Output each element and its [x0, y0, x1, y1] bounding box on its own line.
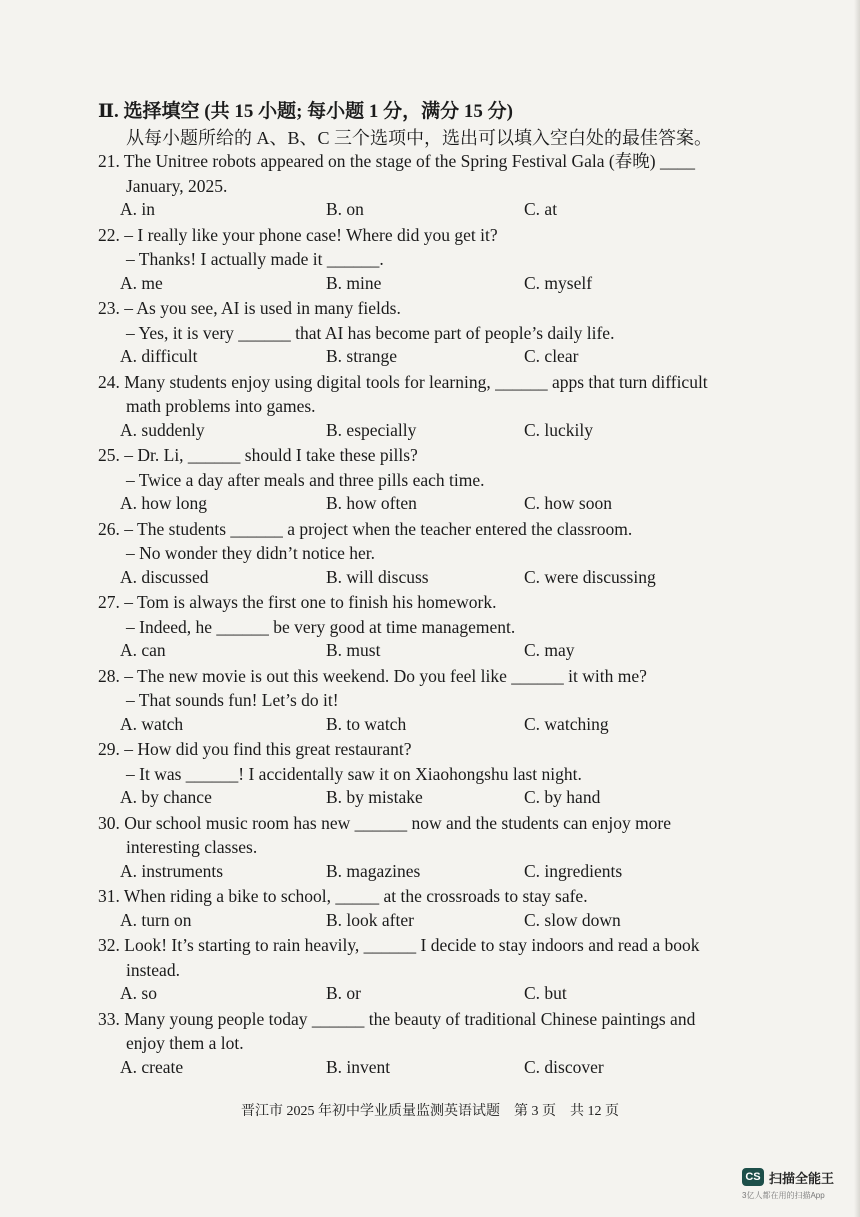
scanner-app-name: 扫描全能王: [769, 1171, 835, 1186]
question-stem: 28. – The new movie is out this weekend. Do you feel like ______ it with me?: [98, 665, 647, 686]
answer-option[interactable]: C. by hand: [524, 787, 601, 807]
answer-option[interactable]: A. instruments: [120, 860, 224, 881]
answer-option[interactable]: A. by chance: [120, 787, 212, 807]
answer-option[interactable]: B. to watch: [326, 713, 407, 734]
answer-option[interactable]: A. difficult: [120, 346, 198, 366]
section-title: Ⅱ. 选择填空 (共 15 小题; 每小题 1 分，满分 15 分): [98, 101, 513, 122]
answer-option[interactable]: B. or: [326, 983, 361, 1003]
question-continuation: – No wonder they didn’t notice her.: [126, 543, 375, 563]
question-continuation: instead.: [126, 959, 180, 980]
answer-option[interactable]: C. discover: [524, 1056, 604, 1077]
question-continuation: math problems into games.: [126, 396, 316, 416]
question-stem: 31. When riding a bike to school, _____ at the crossroads to stay safe.: [98, 886, 588, 906]
question-continuation: – Thanks! I actually made it ______.: [126, 249, 384, 269]
question-stem: 32. Look! It’s starting to rain heavily, ______ I decide to stay indoors and read a book: [98, 935, 700, 955]
question-continuation: interesting classes.: [126, 837, 258, 857]
question-stem: 29. – How did you find this great restaurant?: [98, 739, 412, 759]
answer-option[interactable]: A. turn on: [120, 909, 192, 930]
answer-option[interactable]: A. so: [120, 983, 157, 1003]
question-continuation: – Yes, it is very ______ that AI has become part of people’s daily life.: [126, 322, 615, 343]
answer-option[interactable]: A. watch: [120, 713, 184, 734]
answer-option[interactable]: B. mine: [326, 272, 382, 293]
answer-option[interactable]: A. me: [120, 272, 163, 293]
answer-option[interactable]: C. may: [524, 640, 575, 660]
answer-option[interactable]: C. but: [524, 983, 567, 1003]
question-continuation: January, 2025.: [126, 175, 228, 196]
answer-option[interactable]: C. luckily: [524, 419, 594, 440]
answer-option[interactable]: A. can: [120, 640, 166, 660]
question-stem: 22. – I really like your phone case! Where did you get it?: [98, 224, 498, 245]
answer-option[interactable]: B. will discuss: [326, 566, 429, 587]
question-continuation: – It was ______! I accidentally saw it on Xiaohongshu last night.: [126, 763, 582, 784]
answer-option[interactable]: C. slow down: [524, 909, 621, 930]
question-continuation: enjoy them a lot.: [126, 1033, 244, 1053]
answer-option[interactable]: B. magazines: [326, 860, 421, 881]
question-stem: 25. – Dr. Li, ______ should I take these pills?: [98, 445, 418, 465]
question-continuation: – Indeed, he ______ be very good at time management.: [126, 616, 516, 637]
page-footer: 晋江市 2025 年初中学业质量监测英语试题 第 3 页 共 12 页: [241, 1104, 619, 1119]
question-stem: 21. The Unitree robots appeared on the stage of the Spring Festival Gala (春晚) ____: [98, 151, 695, 171]
answer-option[interactable]: C. ingredients: [524, 860, 623, 881]
answer-option[interactable]: A. discussed: [120, 566, 209, 587]
question-stem: 26. – The students ______ a project when the teacher entered the classroom.: [98, 518, 633, 539]
answer-option[interactable]: A. suddenly: [120, 419, 205, 440]
answer-option[interactable]: B. invent: [326, 1056, 391, 1077]
scanner-tagline: 3亿人都在用的扫描App: [742, 1191, 825, 1200]
section-instruction: 从每小题所给的 A、B、C 三个选项中，选出可以填入空白处的最佳答案。: [126, 128, 713, 148]
page-edge-shadow: [854, 0, 860, 1217]
question-continuation: – That sounds fun! Let’s do it!: [126, 690, 339, 710]
answer-option[interactable]: B. must: [326, 640, 381, 660]
question-stem: 24. Many students enjoy using digital tools for learning, ______ apps that turn difficult: [98, 371, 708, 392]
answer-option[interactable]: C. how soon: [524, 493, 612, 513]
answer-option[interactable]: B. especially: [326, 419, 417, 440]
answer-option[interactable]: A. how long: [120, 493, 208, 513]
scanner-logo-icon: CS: [742, 1168, 764, 1186]
answer-option[interactable]: C. at: [524, 199, 558, 219]
answer-option[interactable]: B. look after: [326, 909, 414, 930]
answer-option[interactable]: B. how often: [326, 493, 417, 513]
answer-option[interactable]: C. were discussing: [524, 566, 656, 587]
answer-option[interactable]: C. myself: [524, 272, 593, 293]
answer-option[interactable]: B. strange: [326, 346, 397, 366]
answer-option[interactable]: C. watching: [524, 713, 609, 734]
question-stem: 27. – Tom is always the first one to finish his homework.: [98, 592, 497, 612]
answer-option[interactable]: A. in: [120, 199, 155, 219]
answer-option[interactable]: C. clear: [524, 346, 579, 366]
question-stem: 23. – As you see, AI is used in many fields.: [98, 298, 401, 318]
scanner-watermark: [742, 1168, 847, 1208]
answer-option[interactable]: B. by mistake: [326, 787, 423, 807]
question-continuation: – Twice a day after meals and three pills each time.: [126, 469, 485, 490]
answer-option[interactable]: A. create: [120, 1056, 184, 1077]
question-stem: 33. Many young people today ______ the beauty of traditional Chinese paintings and: [98, 1008, 696, 1029]
answer-option[interactable]: B. on: [326, 199, 364, 219]
question-stem: 30. Our school music room has new ______ now and the students can enjoy more: [98, 812, 672, 833]
